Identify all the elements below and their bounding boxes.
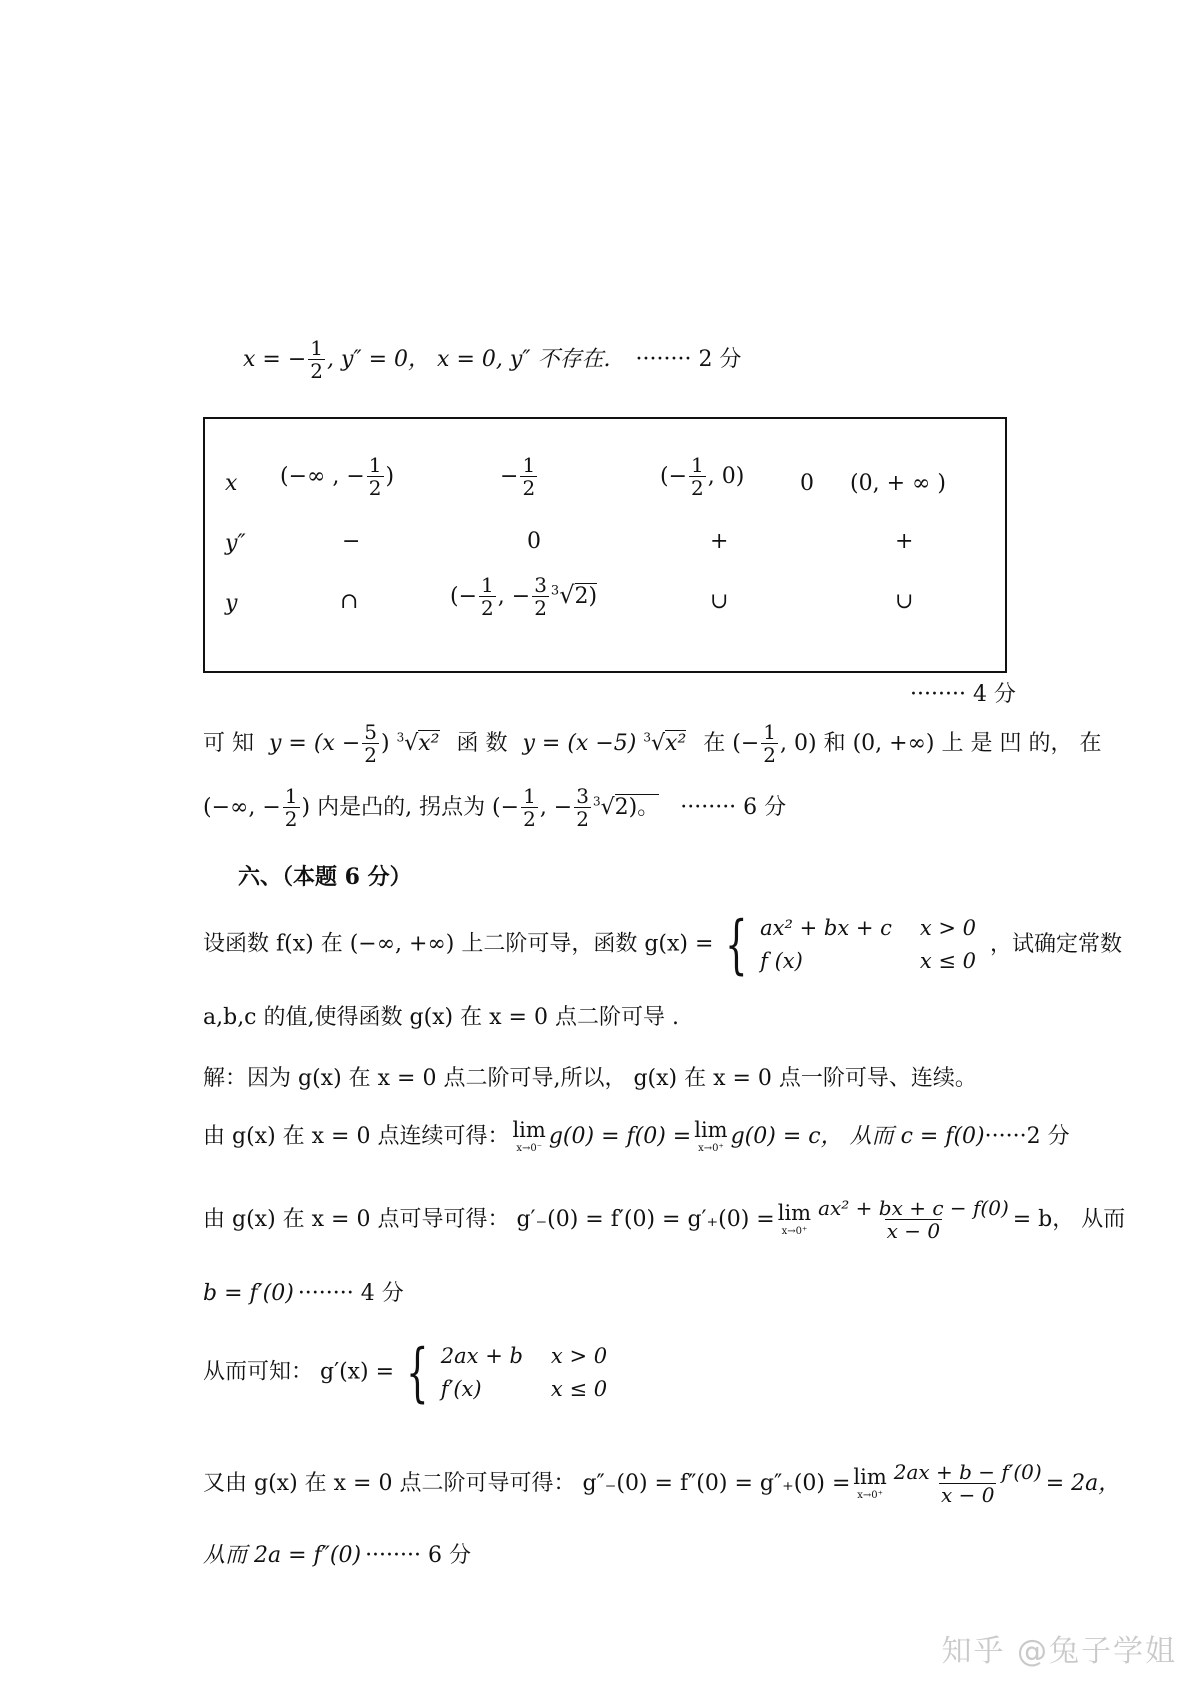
piecewise-definition: ax² + bx + c x > 0 f (x) x ≤ 0 [760, 916, 977, 973]
score-mark: ········ 2 分 [635, 347, 742, 372]
x-interval-3: (0, + ∞ ) [850, 471, 946, 496]
y-concavity-1: ∩ [340, 589, 359, 614]
x-point-1: − $\frac{1}{2}$ [500, 453, 536, 500]
section-title: 六、（本题 6 分） [238, 864, 412, 890]
x-point-2: 0 [800, 471, 814, 496]
solution-line-1: 解：因为 g(x) 在 x = 0 点二阶可导,所以， g(x) 在 x = 0 点一阶可导、连续。 [203, 1066, 977, 1091]
row-label-x: x [225, 471, 238, 496]
conclusion-line-1: 可 知 y = (x − $\frac{5}{2}$ ) $^3$√x² 函 数 y = (x −5) $^3$√x² 在 (− $\frac{1}{2}$ , 0) 和 (0, +∞) 上 是 凹 的， 在 [203, 720, 1102, 767]
solution-line-2: 由 g(x) 在 x = 0 点连续可得： lim x→0⁻ g(0) = f(0) = lim x→0⁺ g(0) = c， 从而 c = f(0)······2 分 [203, 1118, 1070, 1154]
solution-line-5: 从而可知： g′(x) = { 2ax + b x > 0 f′(x) x ≤ 0 [203, 1335, 608, 1410]
conclusion-line-2: (−∞, − $\frac{1}{2}$ ) 内是凸的, 拐点为 (− $\frac{1}{2}$ , − $\frac{3}{2}$ $^3$√2)。 ········ 6 分 [203, 784, 787, 831]
y2-sign-1: − [342, 529, 361, 554]
y2-sign-3: + [710, 529, 729, 554]
line1-prefix: x = − [243, 347, 307, 372]
problem-line-2: a,b,c 的值,使得函数 g(x) 在 x = 0 点二阶可导 . [203, 1005, 679, 1030]
y-concavity-5: ∪ [895, 589, 914, 614]
x-interval-2: (− $\frac{1}{2}$ , 0) [660, 453, 745, 500]
watermark: 知乎 @兔子学姐 [941, 1634, 1177, 1669]
row-label-y: y [225, 591, 238, 616]
sign-table [203, 417, 1007, 673]
score-mark: ········ 6 分 [365, 1543, 471, 1568]
inflection-point: (− $\frac{1}{2}$ , − $\frac{3}{2}$ $^3$√2) [450, 573, 598, 620]
y2-sign-5: + [895, 529, 914, 554]
solution-line-7: 从而 2a = f″(0) ········ 6 分 [203, 1543, 471, 1568]
problem-line-1: 设函数 f(x) 在 (−∞, +∞) 上二阶可导，函数 g(x) = { ax² + bx + c x > 0 f (x) x ≤ 0 ，试确定常数 [203, 907, 1123, 982]
y-concavity-3: ∪ [710, 589, 729, 614]
y2-sign-2: 0 [527, 529, 541, 554]
score-mark: ······2 分 [984, 1124, 1070, 1149]
score-mark: ········ 4 分 [910, 682, 1016, 707]
score-mark: ········ 6 分 [680, 795, 787, 820]
fraction: $\frac{1}{2}$ [310, 336, 323, 383]
score-mark: ········ 4 分 [297, 1281, 404, 1306]
solution-line-6: 又由 g(x) 在 x = 0 点二阶可导可得： g″₋(0) = f″(0) = g″₊(0) = lim x→0⁺ $\frac{2ax + b - f'(0)}{x - 0}$ = 2a， [203, 1460, 1121, 1507]
solution-line-4: b = f′(0) ········ 4 分 [203, 1281, 404, 1306]
piecewise-derivative: 2ax + b x > 0 f′(x) x ≤ 0 [440, 1344, 608, 1401]
x-interval-1: (−∞ , − $\frac{1}{2}$ ) [280, 453, 395, 500]
row-label-y2: y″ [225, 531, 246, 556]
solution-line-3: 由 g(x) 在 x = 0 点可导可得： g′₋(0) = f′(0) = g′₊(0) = lim x→0⁺ $\frac{\text{ax² + bx + c − f(0)}}{x - 0}$ = b， 从而 [203, 1196, 1126, 1243]
line1-rest: , y″ = 0， x = 0, y″ 不存在. [327, 347, 611, 372]
brace: { [725, 907, 748, 982]
inflection-candidates-line [243, 338, 741, 382]
